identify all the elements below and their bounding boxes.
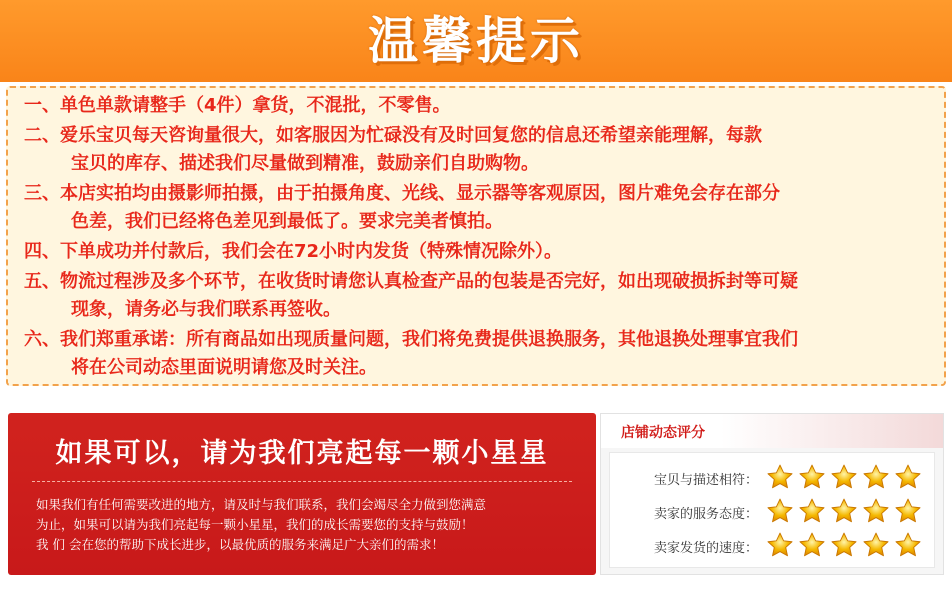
star-group	[766, 463, 926, 493]
rule-5-continuation: 现象，请务必与我们联系再签收。	[71, 299, 341, 320]
shop-rating-panel	[600, 413, 944, 575]
rule-5	[24, 268, 929, 324]
star-icon	[862, 497, 890, 525]
rule-4-text: 四、下单成功并付款后，我们会在72小时内发货（特殊情况除外）。	[24, 241, 563, 262]
rating-appeal-title: 如果可以，请为我们亮起每一颗小星星	[55, 438, 549, 469]
rating-appeal-line-3: 我 们 会在您的帮助下成长进步，以最优质的服务来满足广大亲们的需求！	[36, 537, 444, 552]
star-icon	[830, 463, 858, 491]
star-icon	[862, 463, 890, 491]
rule-3-continuation: 色差，我们已经将色差见到最低了。要求完美者慎拍。	[71, 211, 503, 232]
rating-label: 卖家的服务态度：	[653, 507, 758, 522]
rule-2-continuation: 宝贝的库存、描述我们尽量做到精准，鼓励亲们自助购物。	[71, 153, 539, 174]
shop-rating-list	[609, 452, 935, 568]
rating-label: 卖家发货的速度：	[653, 541, 758, 556]
rule-3	[24, 180, 929, 236]
rule-1	[24, 92, 929, 120]
rule-6-continuation: 将在公司动态里面说明请您及时关注。	[71, 357, 377, 378]
star-icon	[766, 463, 794, 491]
rating-appeal-line-2: 为止，如果可以请为我们亮起每一颗小星星，我们的成长需要您的支持与鼓励！	[36, 517, 474, 532]
banner-title: 温馨提示	[368, 12, 584, 70]
rating-appeal-body	[36, 495, 586, 555]
rating-appeal-line-1: 如果我们有任何需要改进的地方，请及时与我们联系，我们会竭尽全力做到您满意	[36, 497, 487, 512]
star-icon	[798, 497, 826, 525]
divider	[32, 481, 572, 482]
star-icon	[766, 497, 794, 525]
rules-box	[6, 86, 946, 386]
rule-1-text: 一、单色单款请整手（4件）拿货，不混批，不零售。	[24, 95, 451, 116]
shop-rating-header	[601, 414, 943, 448]
star-group	[766, 497, 926, 527]
star-group	[766, 531, 926, 561]
rule-6-text: 六、我们郑重承诺：所有商品如出现质量问题，我们将免费提供退换服务，其他退换处理事宜我们	[24, 329, 798, 350]
star-icon	[862, 531, 890, 559]
star-icon	[830, 531, 858, 559]
rating-label: 宝贝与描述相符：	[653, 473, 758, 488]
rule-6	[24, 326, 929, 382]
shop-rating-header-title: 店铺动态评分	[621, 425, 705, 441]
notice-banner	[0, 0, 952, 82]
rule-2-text: 二、爱乐宝贝每天咨询量很大，如客服因为忙碌没有及时回复您的信息还希望亲能理解，每款	[24, 125, 762, 146]
rule-4	[24, 238, 929, 266]
rating-row-description	[610, 463, 936, 495]
star-icon	[798, 463, 826, 491]
star-icon	[830, 497, 858, 525]
rating-appeal-panel	[8, 413, 596, 575]
star-icon	[894, 531, 922, 559]
star-icon	[798, 531, 826, 559]
rule-3-text: 三、本店实拍均由摄影师拍摄，由于拍摄角度、光线、显示器等客观原因，图片难免会存在部分	[24, 183, 780, 204]
rating-row-shipping	[610, 531, 936, 563]
rating-row-service	[610, 497, 936, 529]
star-icon	[894, 497, 922, 525]
rule-5-text: 五、物流过程涉及多个环节，在收货时请您认真检查产品的包装是否完好，如出现破损拆封等可疑	[24, 271, 798, 292]
rule-2	[24, 122, 929, 178]
star-icon	[766, 531, 794, 559]
star-icon	[894, 463, 922, 491]
